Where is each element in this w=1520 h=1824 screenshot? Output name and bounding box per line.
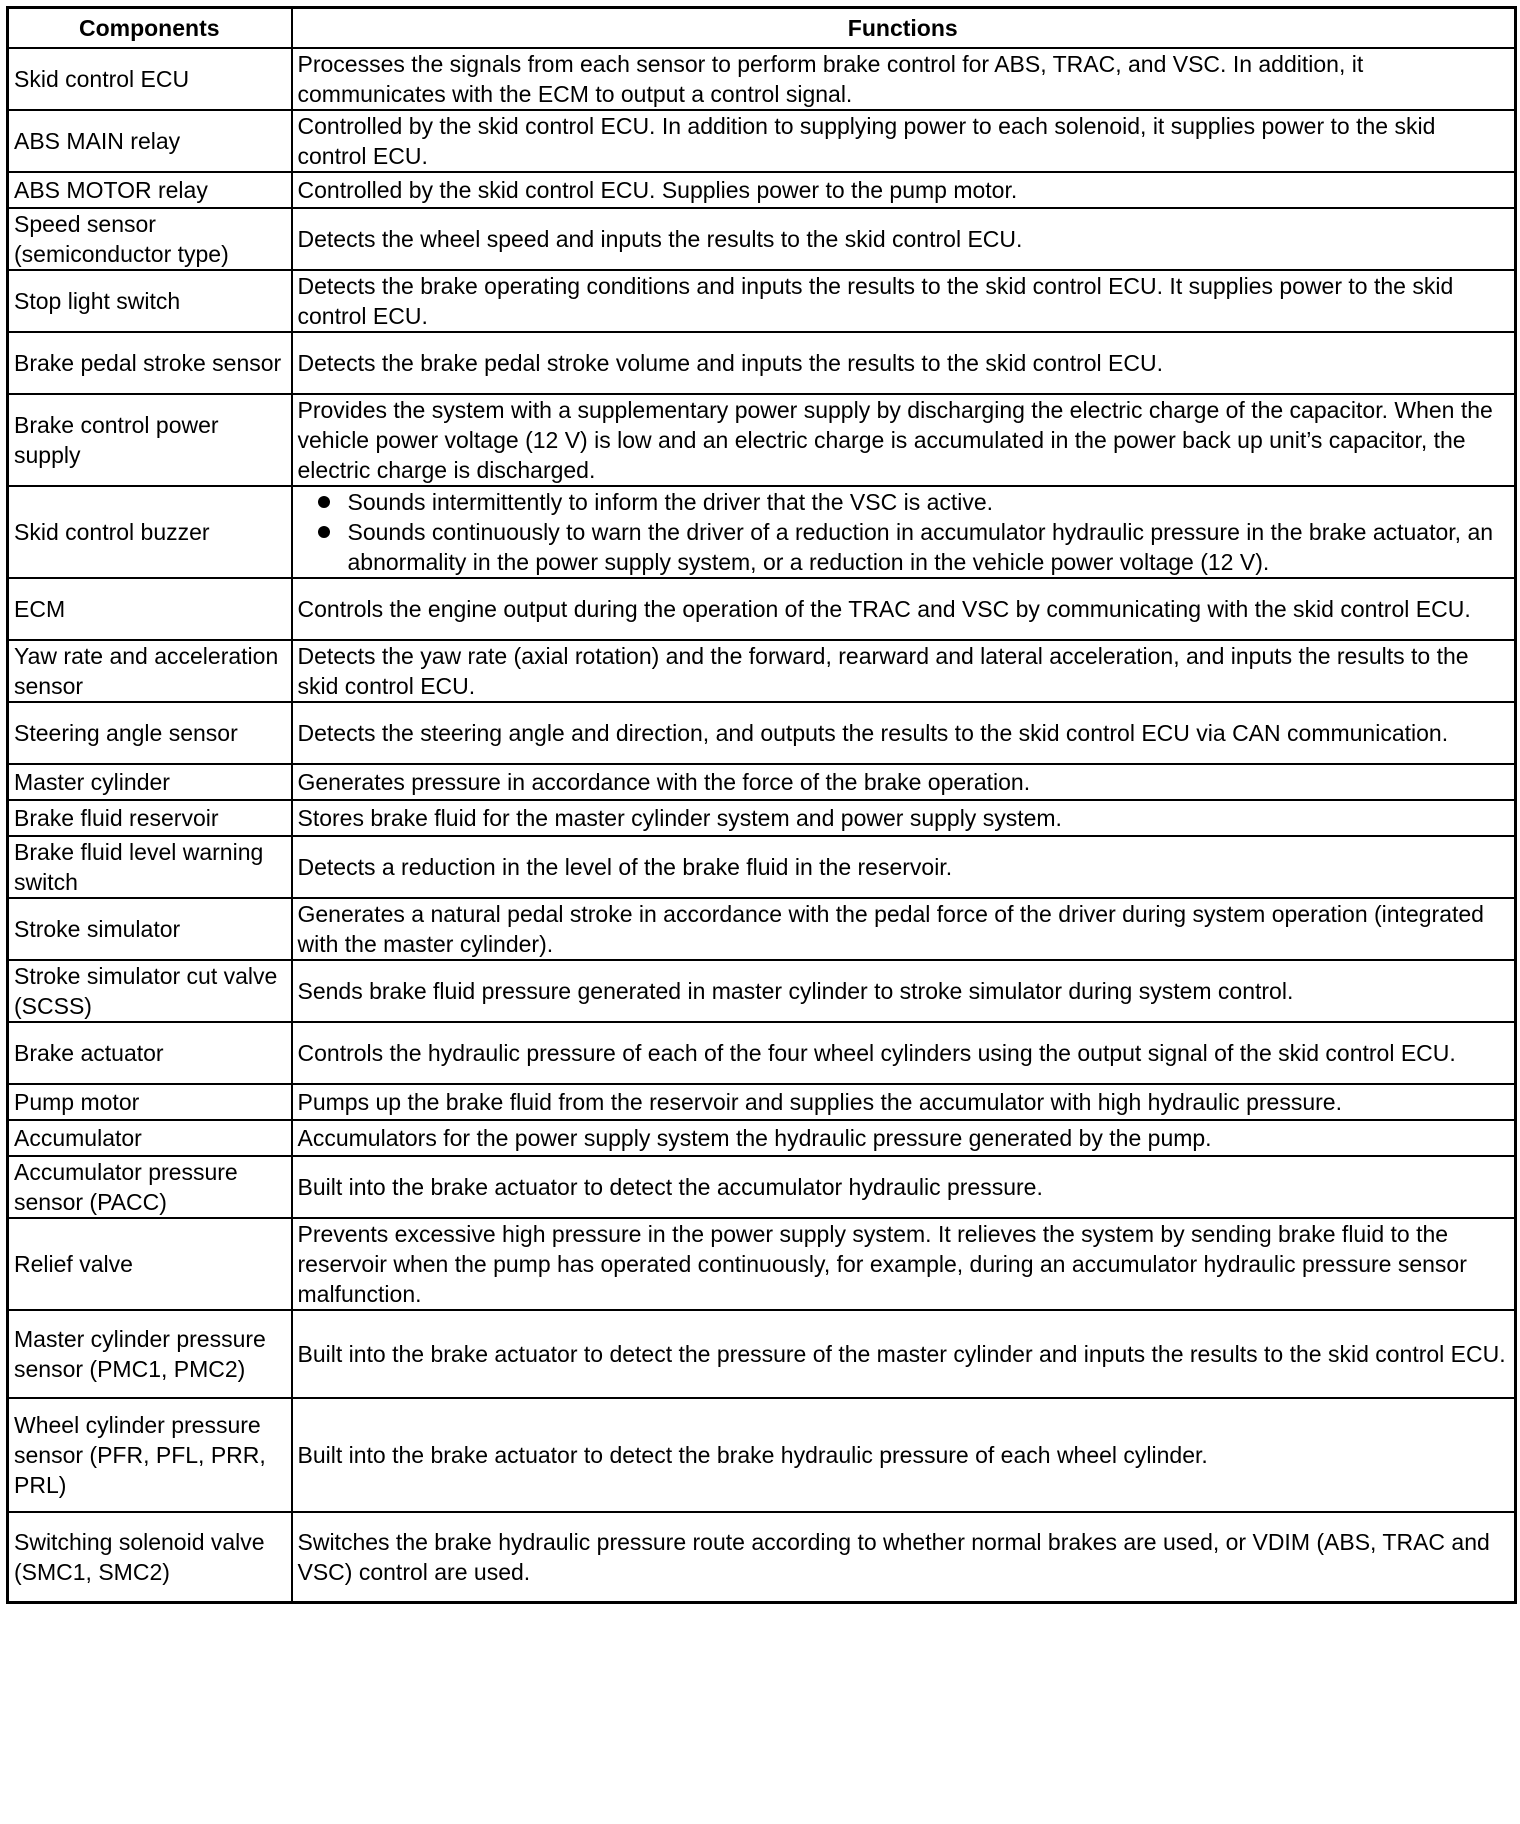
table-row [8, 172, 1516, 208]
function-cell: Controlled by the skid control ECU. Supplies power to the pump motor. [292, 172, 1516, 208]
table-row [8, 1398, 1516, 1512]
component-cell: Accumulator pressure sensor (PACC) [8, 1156, 292, 1218]
function-bullet-list [298, 487, 1509, 577]
component-cell: ABS MOTOR relay [8, 172, 292, 208]
table-row [8, 1156, 1516, 1218]
function-cell: Controlled by the skid control ECU. In addition to supplying power to each solenoid, it supplies power to the skid control ECU. [292, 110, 1516, 172]
function-cell: Stores brake fluid for the master cylinder system and power supply system. [292, 800, 1516, 836]
function-bullet-item [298, 487, 1509, 517]
component-cell: Brake fluid level warning switch [8, 836, 292, 898]
function-cell: Built into the brake actuator to detect the pressure of the master cylinder and inputs the results to the skid control ECU. [292, 1310, 1516, 1398]
component-cell: ECM [8, 578, 292, 640]
table-row [8, 486, 1516, 578]
component-cell: Steering angle sensor [8, 702, 292, 764]
component-cell: Wheel cylinder pressure sensor (PFR, PFL, PRR, PRL) [8, 1398, 292, 1512]
table-row [8, 1310, 1516, 1398]
component-cell: Accumulator [8, 1120, 292, 1156]
component-cell: Switching solenoid valve (SMC1, SMC2) [8, 1512, 292, 1602]
table-row [8, 640, 1516, 702]
table-row [8, 702, 1516, 764]
function-cell [292, 486, 1516, 578]
component-cell: Brake fluid reservoir [8, 800, 292, 836]
function-cell: Pumps up the brake fluid from the reservoir and supplies the accumulator with high hydraulic pressure. [292, 1084, 1516, 1120]
function-cell: Detects the steering angle and direction, and outputs the results to the skid control ECU via CAN communication. [292, 702, 1516, 764]
table-row [8, 836, 1516, 898]
function-cell: Built into the brake actuator to detect the brake hydraulic pressure of each wheel cylinder. [292, 1398, 1516, 1512]
function-bullet-text: Sounds continuously to warn the driver of a reduction in accumulator hydraulic pressure in the brake actuator, an abnormality in the power supply system, or a reduction in the vehicle power voltage (12 V). [347, 519, 1494, 575]
table-body [8, 48, 1516, 1602]
document-page [6, 6, 1517, 1604]
table-row [8, 898, 1516, 960]
function-cell: Generates a natural pedal stroke in accordance with the pedal force of the driver during system operation (integrated with the master cylinder). [292, 898, 1516, 960]
component-cell: Brake pedal stroke sensor [8, 332, 292, 394]
function-bullet-text: Sounds intermittently to inform the driver that the VSC is active. [347, 489, 994, 515]
function-cell: Detects the yaw rate (axial rotation) and the forward, rearward and lateral acceleration, and inputs the results to the skid control ECU. [292, 640, 1516, 702]
table-header-row [8, 8, 1516, 49]
component-cell: Master cylinder pressure sensor (PMC1, PMC2) [8, 1310, 292, 1398]
bullet-dot-icon [318, 496, 330, 508]
function-cell: Processes the signals from each sensor to perform brake control for ABS, TRAC, and VSC. In addition, it communicates with the ECM to output a control signal. [292, 48, 1516, 110]
table-row [8, 764, 1516, 800]
component-cell: ABS MAIN relay [8, 110, 292, 172]
table-row [8, 48, 1516, 110]
component-cell: Speed sensor (semiconductor type) [8, 208, 292, 270]
component-cell: Pump motor [8, 1084, 292, 1120]
table-row [8, 578, 1516, 640]
column-header-functions: Functions [292, 8, 1516, 49]
table-row [8, 1120, 1516, 1156]
table-row [8, 394, 1516, 486]
function-cell: Built into the brake actuator to detect the accumulator hydraulic pressure. [292, 1156, 1516, 1218]
table-row [8, 1218, 1516, 1310]
function-cell: Detects the brake operating conditions and inputs the results to the skid control ECU. It supplies power to the skid control ECU. [292, 270, 1516, 332]
function-cell: Switches the brake hydraulic pressure route according to whether normal brakes are used, or VDIM (ABS, TRAC and VSC) control are used. [292, 1512, 1516, 1602]
function-cell: Sends brake fluid pressure generated in master cylinder to stroke simulator during system control. [292, 960, 1516, 1022]
function-cell: Detects the brake pedal stroke volume and inputs the results to the skid control ECU. [292, 332, 1516, 394]
table-row [8, 332, 1516, 394]
table-row [8, 1512, 1516, 1602]
function-bullet-item [298, 517, 1509, 577]
component-cell: Skid control ECU [8, 48, 292, 110]
function-cell: Accumulators for the power supply system the hydraulic pressure generated by the pump. [292, 1120, 1516, 1156]
function-cell: Provides the system with a supplementary power supply by discharging the electric charge of the capacitor. When the vehicle power voltage (12 V) is low and an electric charge is accumulated in the power back up unit’s capacitor, the electric charge is discharged. [292, 394, 1516, 486]
column-header-components: Components [8, 8, 292, 49]
component-cell: Yaw rate and acceleration sensor [8, 640, 292, 702]
table-row [8, 960, 1516, 1022]
component-cell: Brake actuator [8, 1022, 292, 1084]
table-row [8, 1084, 1516, 1120]
component-cell: Stroke simulator cut valve (SCSS) [8, 960, 292, 1022]
table-row [8, 208, 1516, 270]
function-cell: Detects the wheel speed and inputs the results to the skid control ECU. [292, 208, 1516, 270]
component-cell: Skid control buzzer [8, 486, 292, 578]
table-row [8, 270, 1516, 332]
bullet-dot-icon [318, 526, 330, 538]
function-cell: Detects a reduction in the level of the brake fluid in the reservoir. [292, 836, 1516, 898]
function-cell: Controls the engine output during the operation of the TRAC and VSC by communicating with the skid control ECU. [292, 578, 1516, 640]
component-cell: Stroke simulator [8, 898, 292, 960]
function-cell: Generates pressure in accordance with the force of the brake operation. [292, 764, 1516, 800]
function-cell: Controls the hydraulic pressure of each of the four wheel cylinders using the output signal of the skid control ECU. [292, 1022, 1516, 1084]
component-cell: Relief valve [8, 1218, 292, 1310]
component-cell: Master cylinder [8, 764, 292, 800]
component-cell: Stop light switch [8, 270, 292, 332]
component-cell: Brake control power supply [8, 394, 292, 486]
table-row [8, 1022, 1516, 1084]
components-functions-table [6, 6, 1517, 1604]
table-row [8, 800, 1516, 836]
function-cell: Prevents excessive high pressure in the power supply system. It relieves the system by sending brake fluid to the reservoir when the pump has operated continuously, for example, during an accumulator hydraulic pressure sensor malfunction. [292, 1218, 1516, 1310]
table-row [8, 110, 1516, 172]
